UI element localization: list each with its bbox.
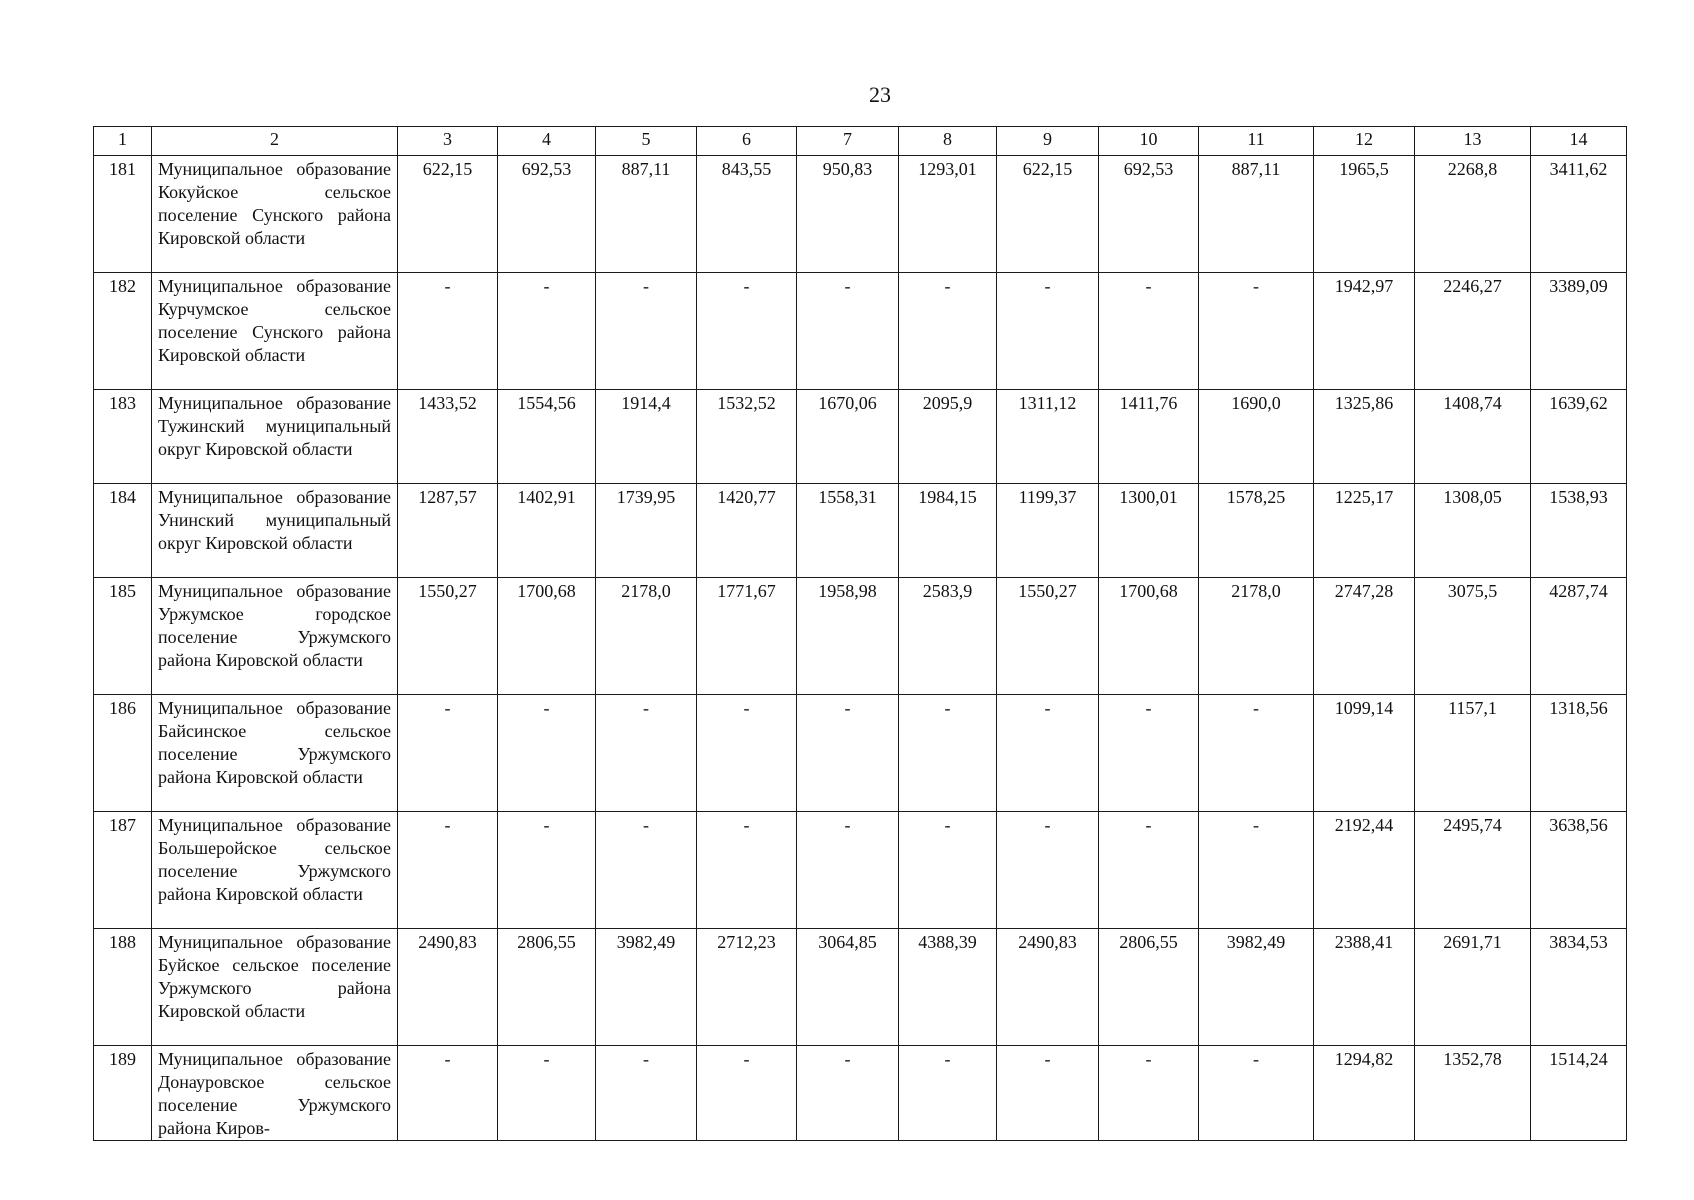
value-cell: 3982,49	[596, 929, 697, 1046]
column-header: 12	[1314, 127, 1415, 156]
value-cell: 1958,98	[797, 578, 899, 695]
value-cell: -	[596, 812, 697, 929]
value-cell: 1300,01	[1099, 484, 1199, 578]
value-cell: 2806,55	[498, 929, 596, 1046]
column-header: 5	[596, 127, 697, 156]
column-header: 10	[1099, 127, 1199, 156]
value-cell: -	[398, 695, 498, 812]
municipality-name: Муниципальное образование Донауровское сельское поселение Уржумского района Киров-	[152, 1046, 398, 1141]
value-cell: 843,55	[697, 156, 797, 273]
value-cell: 3982,49	[1199, 929, 1314, 1046]
row-number: 185	[94, 578, 152, 695]
municipality-name: Муниципальное образование Тужинский муниципальный округ Кировской области	[152, 390, 398, 484]
value-cell: -	[997, 695, 1099, 812]
value-cell: 1402,91	[498, 484, 596, 578]
row-number: 187	[94, 812, 152, 929]
value-cell: -	[1099, 812, 1199, 929]
table-row	[94, 812, 1627, 929]
value-cell: -	[1199, 812, 1314, 929]
value-cell: -	[997, 812, 1099, 929]
value-cell: -	[997, 1046, 1099, 1141]
value-cell: 1287,57	[398, 484, 498, 578]
value-cell: 1639,62	[1531, 390, 1627, 484]
value-cell: 2691,71	[1415, 929, 1531, 1046]
value-cell: -	[899, 273, 997, 390]
value-cell: 2178,0	[596, 578, 697, 695]
value-cell: -	[596, 695, 697, 812]
municipality-name: Муниципальное образование Кокуйское сельское поселение Сунского района Кировской области	[152, 156, 398, 273]
value-cell: -	[697, 695, 797, 812]
table-row	[94, 273, 1627, 390]
value-cell: -	[797, 273, 899, 390]
value-cell: 1433,52	[398, 390, 498, 484]
column-header: 1	[94, 127, 152, 156]
value-cell: -	[899, 695, 997, 812]
municipality-name: Муниципальное образование Унинский муниципальный округ Кировской области	[152, 484, 398, 578]
value-cell: -	[797, 812, 899, 929]
value-cell: -	[498, 695, 596, 812]
value-cell: 3411,62	[1531, 156, 1627, 273]
value-cell: -	[797, 1046, 899, 1141]
data-table	[93, 126, 1627, 1141]
column-header: 4	[498, 127, 596, 156]
value-cell: 1739,95	[596, 484, 697, 578]
value-cell: 692,53	[498, 156, 596, 273]
row-number: 189	[94, 1046, 152, 1141]
value-cell: 1514,24	[1531, 1046, 1627, 1141]
value-cell: 1771,67	[697, 578, 797, 695]
municipality-name: Муниципальное образование Уржумское городское поселение Уржумского района Кировской области	[152, 578, 398, 695]
value-cell: 2178,0	[1199, 578, 1314, 695]
header-row	[94, 127, 1627, 156]
value-cell: 1700,68	[498, 578, 596, 695]
value-cell: 2495,74	[1415, 812, 1531, 929]
municipality-name: Муниципальное образование Буйское сельское поселение Уржумского района Кировской области	[152, 929, 398, 1046]
value-cell: 2712,23	[697, 929, 797, 1046]
value-cell: 1325,86	[1314, 390, 1415, 484]
value-cell: 887,11	[596, 156, 697, 273]
value-cell: 1225,17	[1314, 484, 1415, 578]
row-number: 182	[94, 273, 152, 390]
value-cell: -	[398, 273, 498, 390]
value-cell: 2490,83	[398, 929, 498, 1046]
value-cell: 2268,8	[1415, 156, 1531, 273]
value-cell: -	[1199, 695, 1314, 812]
value-cell: -	[1099, 695, 1199, 812]
table-row	[94, 1046, 1627, 1141]
table-row	[94, 484, 1627, 578]
value-cell: 3834,53	[1531, 929, 1627, 1046]
value-cell: 3064,85	[797, 929, 899, 1046]
value-cell: 1352,78	[1415, 1046, 1531, 1141]
value-cell: 1420,77	[697, 484, 797, 578]
value-cell: -	[697, 1046, 797, 1141]
value-cell: 1099,14	[1314, 695, 1415, 812]
column-header: 13	[1415, 127, 1531, 156]
value-cell: 950,83	[797, 156, 899, 273]
column-header: 2	[152, 127, 398, 156]
column-header: 6	[697, 127, 797, 156]
value-cell: 622,15	[997, 156, 1099, 273]
value-cell: 1311,12	[997, 390, 1099, 484]
value-cell: -	[797, 695, 899, 812]
row-number: 184	[94, 484, 152, 578]
row-number: 188	[94, 929, 152, 1046]
value-cell: -	[596, 273, 697, 390]
municipality-name: Муниципальное образование Курчумское сельское поселение Сунского района Кировской области	[152, 273, 398, 390]
value-cell: 1554,56	[498, 390, 596, 484]
value-cell: 2192,44	[1314, 812, 1415, 929]
table-row	[94, 390, 1627, 484]
value-cell: 692,53	[1099, 156, 1199, 273]
value-cell: 1965,5	[1314, 156, 1415, 273]
value-cell: 4388,39	[899, 929, 997, 1046]
value-cell: 3075,5	[1415, 578, 1531, 695]
value-cell: 1690,0	[1199, 390, 1314, 484]
value-cell: 1578,25	[1199, 484, 1314, 578]
table-row	[94, 929, 1627, 1046]
column-header: 11	[1199, 127, 1314, 156]
value-cell: 1984,15	[899, 484, 997, 578]
value-cell: 2246,27	[1415, 273, 1531, 390]
row-number: 183	[94, 390, 152, 484]
value-cell: 1157,1	[1415, 695, 1531, 812]
value-cell: 1293,01	[899, 156, 997, 273]
value-cell: 4287,74	[1531, 578, 1627, 695]
value-cell: -	[596, 1046, 697, 1141]
value-cell: 622,15	[398, 156, 498, 273]
value-cell: 1532,52	[697, 390, 797, 484]
value-cell: 1558,31	[797, 484, 899, 578]
column-header: 7	[797, 127, 899, 156]
value-cell: -	[697, 273, 797, 390]
value-cell: 887,11	[1199, 156, 1314, 273]
value-cell: -	[498, 1046, 596, 1141]
value-cell: -	[498, 812, 596, 929]
value-cell: 2583,9	[899, 578, 997, 695]
row-number: 181	[94, 156, 152, 273]
value-cell: -	[1199, 273, 1314, 390]
value-cell: 1318,56	[1531, 695, 1627, 812]
value-cell: 1411,76	[1099, 390, 1199, 484]
value-cell: 1538,93	[1531, 484, 1627, 578]
value-cell: 1942,97	[1314, 273, 1415, 390]
row-number: 186	[94, 695, 152, 812]
column-header: 9	[997, 127, 1099, 156]
value-cell: 2806,55	[1099, 929, 1199, 1046]
value-cell: 1199,37	[997, 484, 1099, 578]
value-cell: -	[1099, 273, 1199, 390]
value-cell: 2490,83	[997, 929, 1099, 1046]
value-cell: 3389,09	[1531, 273, 1627, 390]
value-cell: 2747,28	[1314, 578, 1415, 695]
value-cell: 1914,4	[596, 390, 697, 484]
value-cell: -	[398, 1046, 498, 1141]
value-cell: 1408,74	[1415, 390, 1531, 484]
value-cell: -	[1199, 1046, 1314, 1141]
value-cell: 1670,06	[797, 390, 899, 484]
column-header: 14	[1531, 127, 1627, 156]
municipality-name: Муниципальное образование Байсинское сельское поселение Уржумского района Кировской области	[152, 695, 398, 812]
value-cell: -	[1099, 1046, 1199, 1141]
value-cell: 3638,56	[1531, 812, 1627, 929]
table-row	[94, 156, 1627, 273]
value-cell: 1700,68	[1099, 578, 1199, 695]
value-cell: 1294,82	[1314, 1046, 1415, 1141]
column-header: 3	[398, 127, 498, 156]
value-cell: 2095,9	[899, 390, 997, 484]
table-row	[94, 695, 1627, 812]
value-cell: -	[899, 812, 997, 929]
value-cell: -	[899, 1046, 997, 1141]
table-row	[94, 578, 1627, 695]
value-cell: -	[997, 273, 1099, 390]
value-cell: 2388,41	[1314, 929, 1415, 1046]
page-number: 23	[869, 82, 891, 107]
municipality-name: Муниципальное образование Большеройское сельское поселение Уржумского района Кировской области	[152, 812, 398, 929]
value-cell: -	[398, 812, 498, 929]
value-cell: 1308,05	[1415, 484, 1531, 578]
table-body	[94, 156, 1627, 1141]
value-cell: -	[697, 812, 797, 929]
value-cell: -	[498, 273, 596, 390]
value-cell: 1550,27	[398, 578, 498, 695]
column-header: 8	[899, 127, 997, 156]
value-cell: 1550,27	[997, 578, 1099, 695]
